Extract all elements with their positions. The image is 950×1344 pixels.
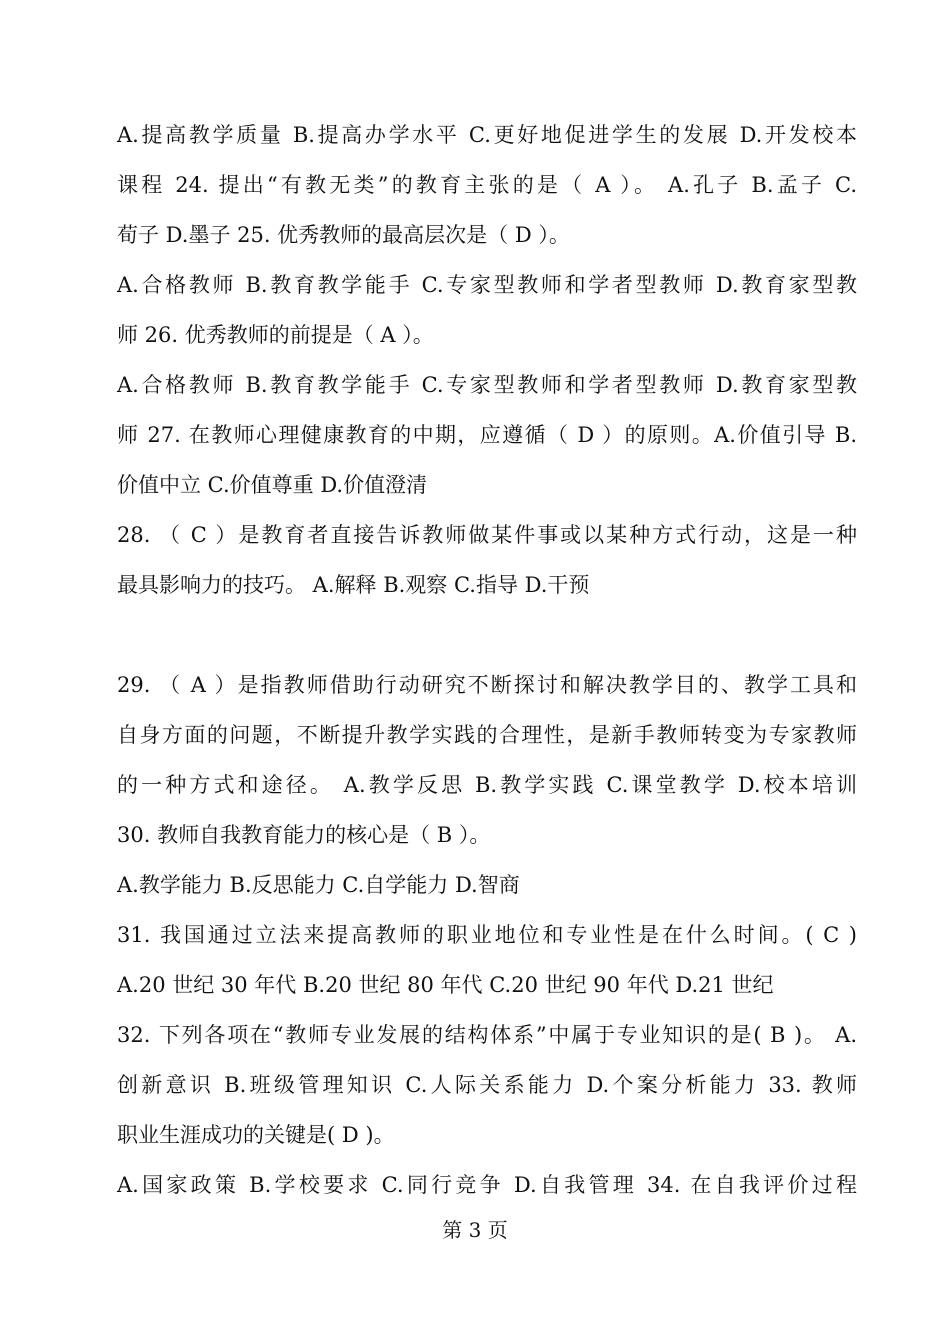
text-line: 29. （ A ）是指教师借助行动研究不断探讨和解决教学目的、教学工具和 [117,673,857,697]
text-line: 自身方面的问题，不断提升教学实践的合理性，是新手教师转变为专家教师 [117,723,857,747]
paragraph-gap [117,610,857,660]
text-line: 价值中立 C.价值尊重 D.价值澄清 [117,473,428,497]
page-number: 第 3 页 [442,1218,508,1242]
text-line: 荀子 D.墨子 25. 优秀教师的最高层次是（ D ）。 [117,223,570,247]
text-line: A.合格教师 B.教育教学能手 C.专家型教师和学者型教师 D.教育家型教 [117,273,857,297]
text-line: 30. 教师自我教育能力的核心是（ B ）。 [117,823,491,847]
text-line: 最具影响力的技巧。 A.解释 B.观察 C.指导 D.干预 [117,573,590,597]
text-line: 28. （ C ）是教育者直接告诉教师做某件事或以某种方式行动，这是一种 [117,523,857,547]
page-body [117,110,857,1210]
text-line: A.合格教师 B.教育教学能手 C.专家型教师和学者型教师 D.教育家型教 [117,373,857,397]
text-line: 师 27. 在教师心理健康教育的中期，应遵循（ D ）的原则。A.价值引导 B. [117,423,857,447]
text-line: 师 26. 优秀教师的前提是（ A ）。 [117,323,434,347]
text-line: 的一种方式和途径。 A.教学反思 B.教学实践 C.课堂教学 D.校本培训 [117,773,857,797]
text-line: A.20 世纪 30 年代 B.20 世纪 80 年代 C.20 世纪 90 年代 D.21 世纪 [117,973,774,997]
text-line: 职业生涯成功的关键是( D )。 [117,1123,395,1147]
text-line: A.国家政策 B.学校要求 C.同行竞争 D.自我管理 34. 在自我评价过程 [117,1173,857,1197]
text-line: 31. 我国通过立法来提高教师的职业地位和专业性是在什么时间。( C ) [117,923,857,947]
text-line: 创新意识 B.班级管理知识 C.人际关系能力 D.个案分析能力 33. 教师 [117,1073,857,1097]
text-line: 课程 24. 提出“有教无类”的教育主张的是（ A ）。 A.孔子 B.孟子 C. [117,173,857,197]
text-line: 32. 下列各项在“教师专业发展的结构体系”中属于专业知识的是( B )。 A. [117,1023,857,1047]
text-line: A.提高教学质量 B.提高办学水平 C.更好地促进学生的发展 D.开发校本 [117,123,857,147]
text-line: A.教学能力 B.反思能力 C.自学能力 D.智商 [117,873,520,897]
